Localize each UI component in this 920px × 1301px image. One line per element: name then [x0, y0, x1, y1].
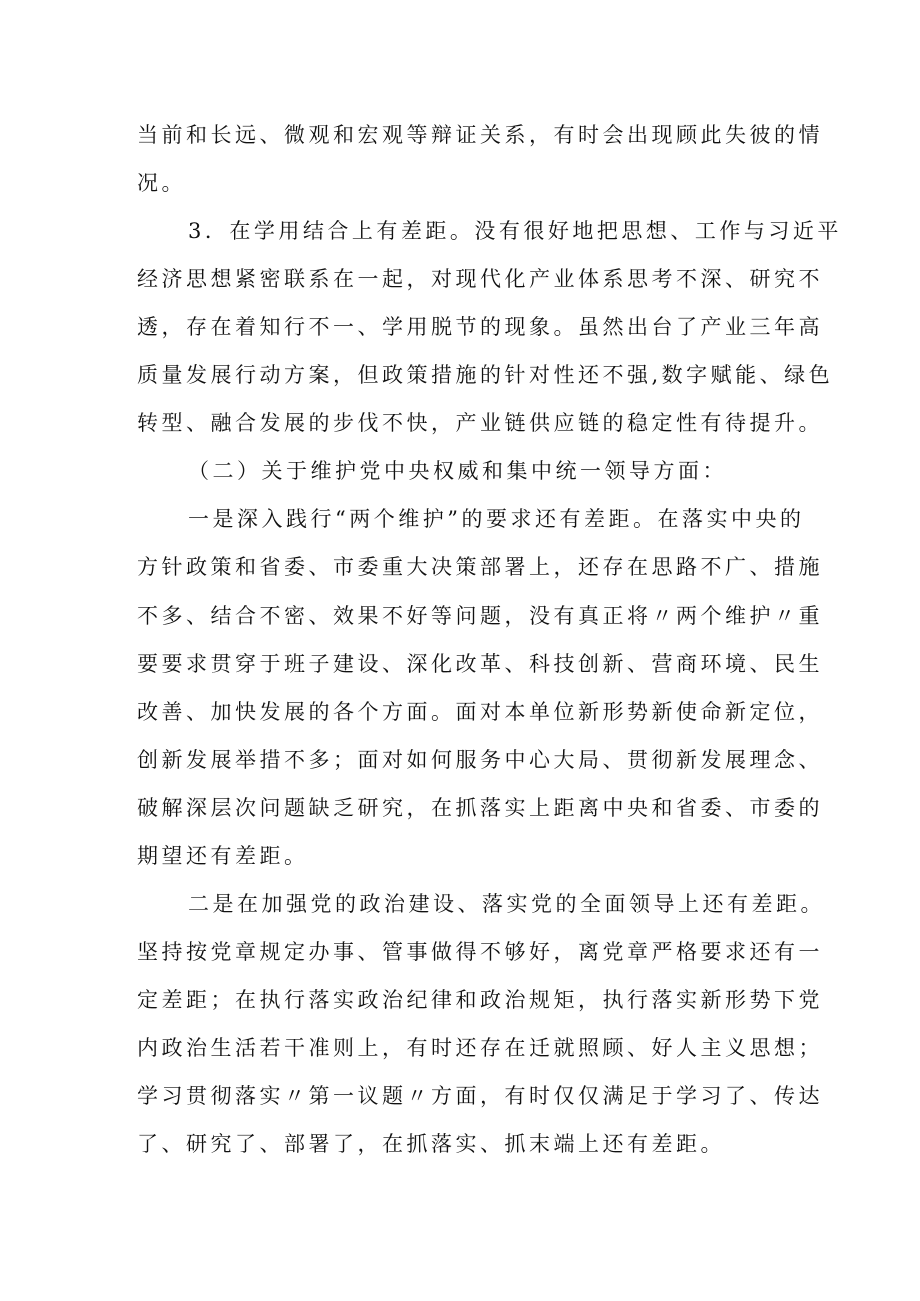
text-line: 破解深层次问题缺乏研究，在抓落实上距离中央和省委、市委的 [137, 796, 823, 820]
text-line: 内政治生活若干准则上，有时还存在迁就照顾、好人主义思想； [137, 1036, 823, 1060]
text-line: 改善、加快发展的各个方面。面对本单位新形势新使命新定位， [137, 700, 823, 724]
text-line: 了、研究了、部署了，在抓落实、抓末端上还有差距。 [137, 1132, 725, 1156]
text-line: 况。 [137, 171, 186, 195]
text-line: 经济思想紧密联系在一起，对现代化产业体系思考不深、研究不 [137, 267, 823, 291]
text-line: 方针政策和省委、市委重大决策部署上，还存在思路不广、措施 [137, 555, 823, 579]
text-line: 创新发展举措不多；面对如何服务中心大局、贯彻新发展理念、 [137, 748, 823, 772]
text-line: 当前和长远、微观和宏观等辩证关系，有时会出现顾此失彼的情 [137, 123, 823, 147]
text-line: 一是深入践行“两个维护”的要求还有差距。在落实中央的 [188, 507, 805, 531]
text-line: 学习贯彻落实〃第一议题〃方面，有时仅仅满足于学习了、传达 [137, 1084, 823, 1108]
text-line: 期望还有差距。 [137, 844, 309, 868]
text-line: 转型、融合发展的步伐不快，产业链供应链的稳定性有待提升。 [137, 411, 823, 435]
text-line: 坚持按党章规定办事、管事做得不够好，离党章严格要求还有一 [137, 940, 823, 964]
text-line: 二是在加强党的政治建设、落实党的全面领导上还有差距。 [188, 892, 825, 916]
text-line: 质量发展行动方案，但政策措施的针对性还不强,数字赋能、绿色 [137, 363, 834, 387]
text-line: 透，存在着知行不一、学用脱节的现象。虽然出台了产业三年高 [137, 315, 823, 339]
section-heading: （二）关于维护党中央权威和集中统一领导方面： [188, 459, 727, 483]
text-line: 定差距；在执行落实政治纪律和政治规矩，执行落实新形势下党 [137, 988, 823, 1012]
text-line: 要要求贯穿于班子建设、深化改革、科技创新、营商环境、民生 [137, 652, 823, 676]
text-line: 3．在学用结合上有差距。没有很好地把思想、工作与习近平 [188, 219, 842, 243]
text-line: 不多、结合不密、效果不好等问题，没有真正将〃两个维护〃重 [137, 604, 823, 628]
